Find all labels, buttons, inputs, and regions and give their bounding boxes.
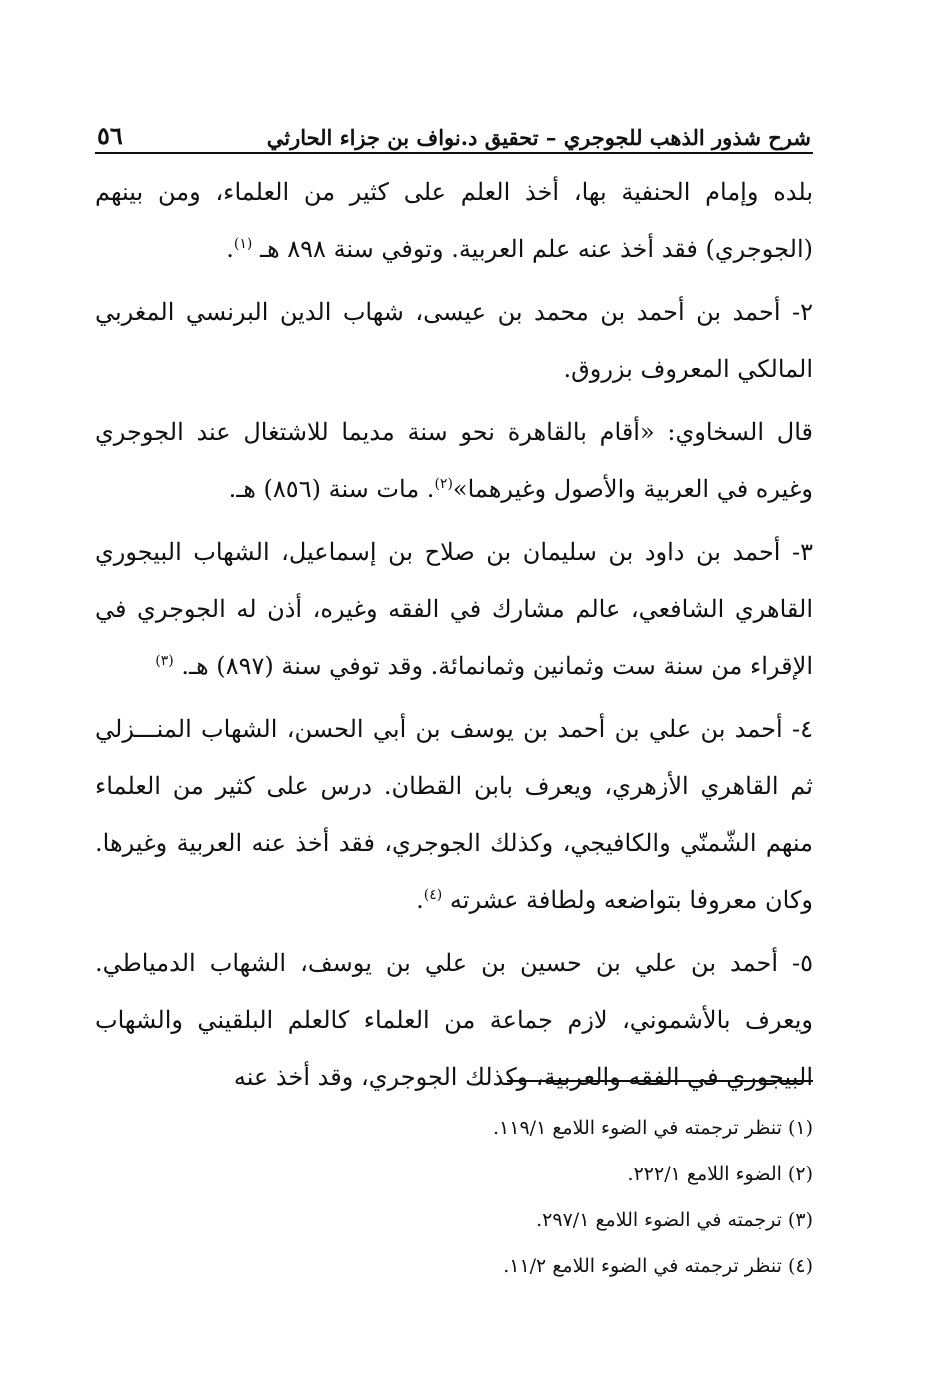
running-title: شرح شذور الذهب للجوجري – تحقيق د.نواف بن جزاء الحارثي xyxy=(266,125,811,150)
paragraph-text-tail: . xyxy=(226,235,234,263)
footnote-reference[interactable]: (٢) xyxy=(434,476,453,492)
paragraph xyxy=(95,524,813,695)
paragraph-text-tail: . مات سنة (٨٥٦) هـ. xyxy=(228,475,435,503)
paragraph xyxy=(95,284,813,398)
page-number: ٥٦ xyxy=(97,121,123,150)
footnote: (١) تنظر ترجمته في الضوء اللامع ١١٩/١. xyxy=(493,1117,813,1139)
main-text xyxy=(95,164,813,1106)
paragraph-text: ٣- أحمد بن داود بن سليمان بن صلاح بن إسماعيل، الشهاب البيجوري القاهري الشافعي، عالم مشارك في الفقه وغيره، أذن له الجوجري في الإقراء من سنة ست وثمانين وثمانمائة. وقد توفي سنة (٨٩٧) هـ. xyxy=(95,538,813,680)
page-header xyxy=(95,110,813,154)
paragraph-text: بلده وإمام الحنفية بها، أخذ العلم على كثير من العلماء، ومن بينهم (الجوجري) فقد أخذ عنه علم العربية. وتوفي سنة ٨٩٨ هـ xyxy=(95,178,813,263)
footnote-divider xyxy=(507,1080,813,1082)
footnote-reference[interactable]: (٤) xyxy=(423,887,443,903)
paragraph-text: ٤- أحمد بن علي بن أحمد بن يوسف بن أبي الحسن، الشهاب المنـــزلي ثم القاهري الأزهري، ويعرف بابن القطان. درس على كثير من العلماء منهم الشّمنّي والكافيجي، وكذلك الجوجري، فقد أخذ عنه العربية وغيرها. وكان معروفا بتواضعه ولطافة عشرته xyxy=(95,715,813,914)
paragraph xyxy=(95,164,813,278)
paragraph xyxy=(95,404,813,518)
paragraph xyxy=(95,701,813,929)
footnote-reference[interactable]: (١) xyxy=(233,236,253,252)
footnote: (٣) ترجمته في الضوء اللامع ٢٩٧/١. xyxy=(536,1209,813,1231)
paragraph-text: ٢- أحمد بن أحمد بن محمد بن عيسى، شهاب الدين البرنسي المغربي المالكي المعروف بزروق. xyxy=(95,298,813,383)
book-page xyxy=(95,110,813,1277)
footnote: (٤) تنظر ترجمته في الضوء اللامع ١١/٢. xyxy=(503,1255,813,1277)
paragraph-text-tail: . xyxy=(416,886,424,914)
footnotes-section xyxy=(95,1105,813,1289)
paragraph-text: ٥- أحمد بن علي بن حسين بن علي بن يوسف، الشهاب الدمياطي. ويعرف بالأشموني، لازم جماعة من العلماء كالعلم البلقيني والشهاب البيجوري في الفقه والعربية، وكذلك الجوجري، وقد أخذ عنه xyxy=(95,949,813,1091)
footnote-reference[interactable]: (٣) xyxy=(155,653,174,669)
footnote: (٢) الضوء اللامع ٢٢٢/١. xyxy=(627,1163,813,1185)
paragraph-text: قال السخاوي: «أقام بالقاهرة نحو سنة مديما للاشتغال عند الجوجري وغيره في العربية والأصول وغيرهما» xyxy=(95,418,813,503)
